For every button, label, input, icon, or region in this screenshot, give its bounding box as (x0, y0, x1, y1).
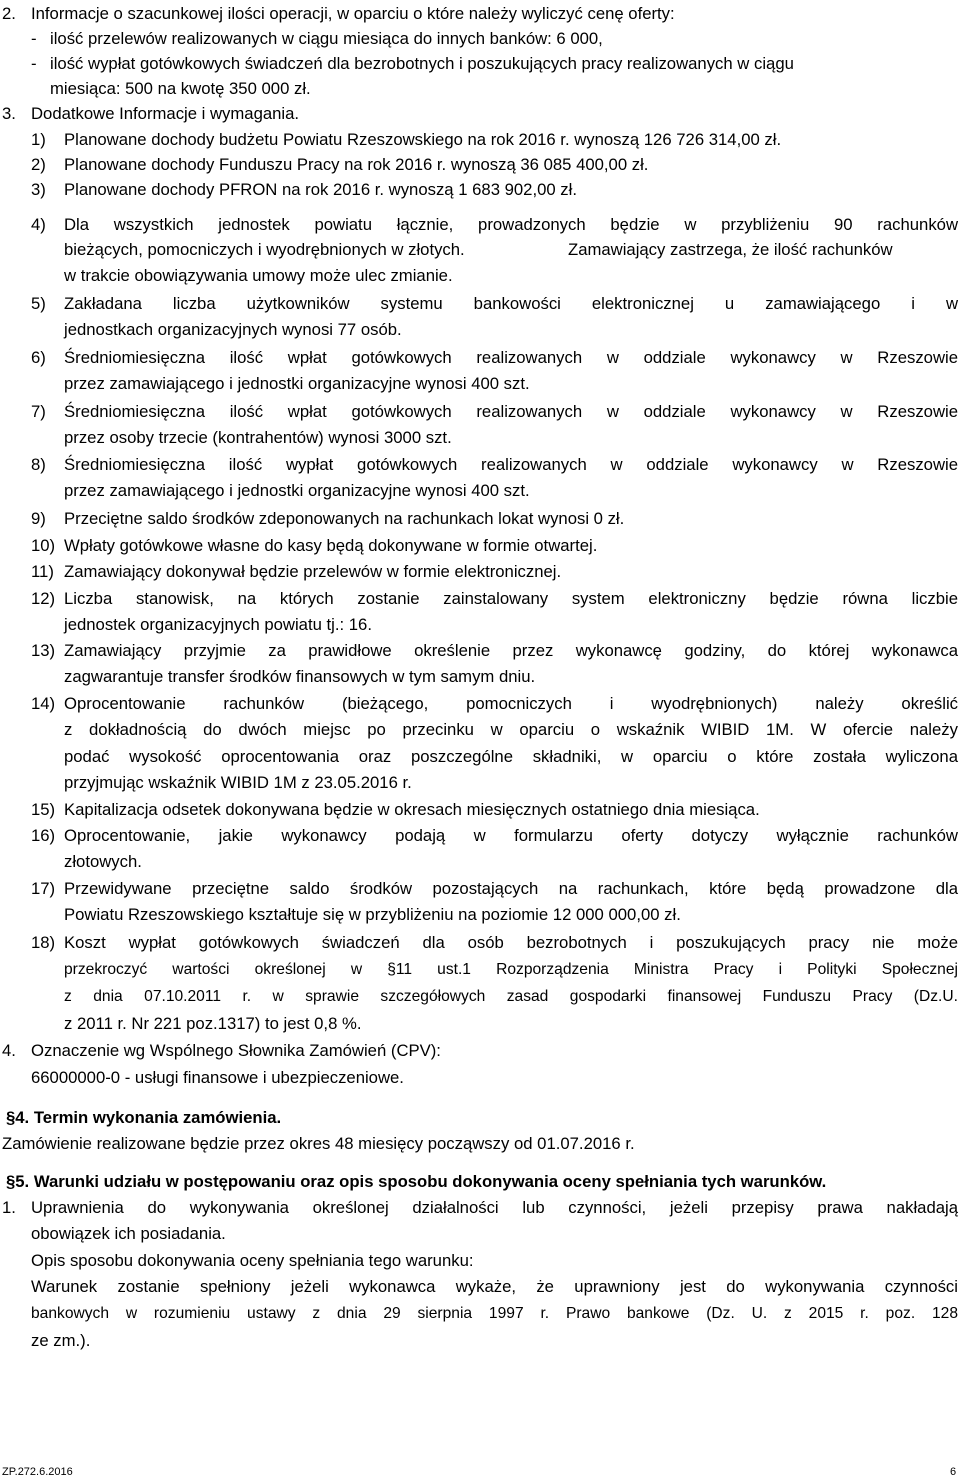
item-8-line-2: przez zamawiającego i jednostki organizacyjne wynosi 400 szt. (64, 481, 530, 500)
item-number: 15) (31, 800, 56, 819)
item-13-line-2: zagwarantuje transfer środków finansowych w tym samym dniu. (64, 667, 536, 686)
item-18-line-4: z 2011 r. Nr 221 poz.1317) to jest 0,8 %. (64, 1014, 362, 1033)
item-7-line-1: Średniomiesięczna ilość wpłat gotówkowych realizowanych w oddziale wykonawcy w Rzeszowie (64, 402, 958, 421)
item-6-line-2: przez zamawiającego i jednostki organizacyjne wynosi 400 szt. (64, 374, 530, 393)
condition-1-line-3: Opis sposobu dokonywania oceny spełniania tego warunku: (31, 1251, 474, 1270)
item-4-line-2a: bieżących, pomocniczych i wyodrębnionych w złotych. (64, 240, 465, 259)
condition-1-line-6: ze zm.). (31, 1331, 91, 1350)
item-number: 9) (31, 509, 46, 528)
item-6-line-1: Średniomiesięczna ilość wpłat gotówkowych realizowanych w oddziale wykonawcy w Rzeszowie (64, 348, 958, 367)
item-number: 10) (31, 536, 56, 555)
item-18-line-1: Koszt wypłat gotówkowych świadczeń dla osób bezrobotnych i poszukujących pracy nie może (64, 933, 958, 952)
item-17-line-1: Przewidywane przeciętne saldo środków pozostających na rachunkach, które będą prowadzone dla (64, 879, 958, 898)
item-number: 16) (31, 826, 56, 845)
item-number: 17) (31, 879, 56, 898)
item-number: 7) (31, 402, 46, 421)
condition-1-number: 1. (2, 1198, 16, 1217)
paragraph-5-title: §5. Warunki udziału w postępowaniu oraz opis sposobu dokonywania oceny spełniania tych warunków. (6, 1172, 827, 1191)
item-number: 18) (31, 933, 56, 952)
section-3-number: 3. (2, 104, 16, 123)
item-number: 5) (31, 294, 46, 313)
section-2-number: 2. (2, 4, 16, 23)
item-14-line-4: przyjmując wskaźnik WIBID 1M z 23.05.2016 r. (64, 773, 412, 792)
item-number: 2) (31, 155, 46, 174)
section-4-heading: Oznaczenie wg Wspólnego Słownika Zamówień (CPV): (31, 1041, 441, 1060)
cpv-code: 66000000-0 - usługi finansowe i ubezpieczeniowe. (31, 1068, 404, 1087)
item-number: 8) (31, 455, 46, 474)
item-12-line-2: jednostek organizacyjnych powiatu tj.: 16. (64, 615, 372, 634)
condition-1-line-1: Uprawnienia do wykonywania określonej działalności lub czynności, jeżeli przepisy prawa nakładają (31, 1198, 958, 1217)
item-2-text: Planowane dochody Funduszu Pracy na rok 2016 r. wynoszą 36 085 400,00 zł. (64, 155, 649, 174)
item-number: 6) (31, 348, 46, 367)
item-15-text: Kapitalizacja odsetek dokonywana będzie w okresach miesięcznych ostatniego dnia miesiąca. (64, 800, 760, 819)
item-5-line-1: Zakładana liczba użytkowników systemu bankowości elektronicznej u zamawiającego i w (64, 294, 958, 313)
item-17-line-2: Powiatu Rzeszowskiego kształtuje się w przybliżeniu na poziomie 12 000 000,00 zł. (64, 905, 681, 924)
footer-reference: ZP.272.6.2016 (2, 1466, 73, 1478)
item-7-line-2: przez osoby trzecie (kontrahentów) wynosi 3000 szt. (64, 428, 452, 447)
paragraph-4-title: §4. Termin wykonania zamówienia. (6, 1108, 282, 1127)
item-10-text: Wpłaty gotówkowe własne do kasy będą dokonywane w formie otwartej. (64, 536, 598, 555)
item-number: 13) (31, 641, 56, 660)
item-1-text: Planowane dochody budżetu Powiatu Rzeszowskiego na rok 2016 r. wynoszą 126 726 314,00 zł. (64, 130, 782, 149)
item-4-line-3: w trakcie obowiązywania umowy może ulec zmianie. (64, 266, 453, 285)
section-3-heading: Dodatkowe Informacje i wymagania. (31, 104, 300, 123)
item-14-line-2: z dokładnością do dwóch miejsc po przecinku w oparciu o wskaźnik WIBID 1M. W ofercie należy (64, 720, 958, 739)
section-2-bullet-withdrawals: ilość wypłat gotówkowych świadczeń dla bezrobotnych i poszukujących pracy realizowanych w ciągu (50, 54, 794, 73)
item-8-line-1: Średniomiesięczna ilość wypłat gotówkowych realizowanych w oddziale wykonawcy w Rzeszowie (64, 455, 958, 474)
item-4-line-1: Dla wszystkich jednostek powiatu łącznie, prowadzonych będzie w przybliżeniu 90 rachunków (64, 215, 958, 234)
item-3-text: Planowane dochody PFRON na rok 2016 r. wynoszą 1 683 902,00 zł. (64, 180, 577, 199)
paragraph-4-text: Zamówienie realizowane będzie przez okres 48 miesięcy począwszy od 01.07.2016 r. (2, 1134, 635, 1153)
item-number: 4) (31, 215, 46, 234)
page-number: 6 (950, 1466, 957, 1478)
item-16-line-1: Oprocentowanie, jakie wykonawcy podają w formularzu oferty dotyczy wyłącznie rachunków (64, 826, 958, 845)
item-11-text: Zamawiający dokonywał będzie przelewów w formie elektronicznej. (64, 562, 562, 581)
item-number: 12) (31, 589, 56, 608)
item-18-line-3: z dnia 07.10.2011 r. w sprawie szczegółowych zasad gospodarki finansowej Funduszu Pracy (Dz.U. (64, 988, 958, 1005)
item-9-text: Przeciętne saldo środków zdeponowanych na rachunkach lokat wynosi 0 zł. (64, 509, 625, 528)
section-2-bullet-withdrawals-cont: miesiąca: 500 na kwotę 350 000 zł. (50, 79, 311, 98)
item-14-line-1: Oprocentowanie rachunków (bieżącego, pomocniczych i wyodrębnionych) należy określić (64, 694, 958, 713)
item-18-line-2: przekroczyć wartości określonej w §11 ust.1 Rozporządzenia Ministra Pracy i Polityki Społecznej (64, 961, 958, 978)
condition-1-line-2: obowiązek ich posiadania. (31, 1224, 226, 1243)
condition-1-line-4: Warunek zostanie spełniony jeżeli wykonawca wykaże, że uprawniony jest do wykonywania czynności (31, 1277, 958, 1296)
item-number: 11) (31, 562, 54, 581)
item-5-line-2: jednostkach organizacyjnych wynosi 77 osób. (64, 320, 402, 339)
section-2-heading: Informacje o szacunkowej ilości operacji, w oparciu o które należy wyliczyć cenę oferty: (31, 4, 675, 23)
item-number: 3) (31, 180, 46, 199)
item-number: 1) (31, 130, 46, 149)
section-4-number: 4. (2, 1041, 16, 1060)
item-4-line-2b: Zamawiający zastrzega, że ilość rachunków (568, 240, 893, 259)
bullet-dash: - (31, 54, 37, 73)
item-14-line-3: podać wysokość oprocentowania oraz poszczególne składniki, w oparciu o które została wyliczona (64, 747, 958, 766)
bullet-dash: - (31, 29, 37, 48)
item-12-line-1: Liczba stanowisk, na których zostanie zainstalowany system elektroniczny będzie równa liczbie (64, 589, 958, 608)
section-2-bullet-transfers: ilość przelewów realizowanych w ciągu miesiąca do innych banków: 6 000, (50, 29, 603, 48)
condition-1-line-5: bankowych w rozumieniu ustawy z dnia 29 sierpnia 1997 r. Prawo bankowe (Dz. U. z 2015 r. poz. 128 (31, 1305, 958, 1322)
item-number: 14) (31, 694, 56, 713)
item-13-line-1: Zamawiający przyjmie za prawidłowe określenie przez wykonawcę godziny, do której wykonawca (64, 641, 958, 660)
item-16-line-2: złotowych. (64, 852, 142, 871)
